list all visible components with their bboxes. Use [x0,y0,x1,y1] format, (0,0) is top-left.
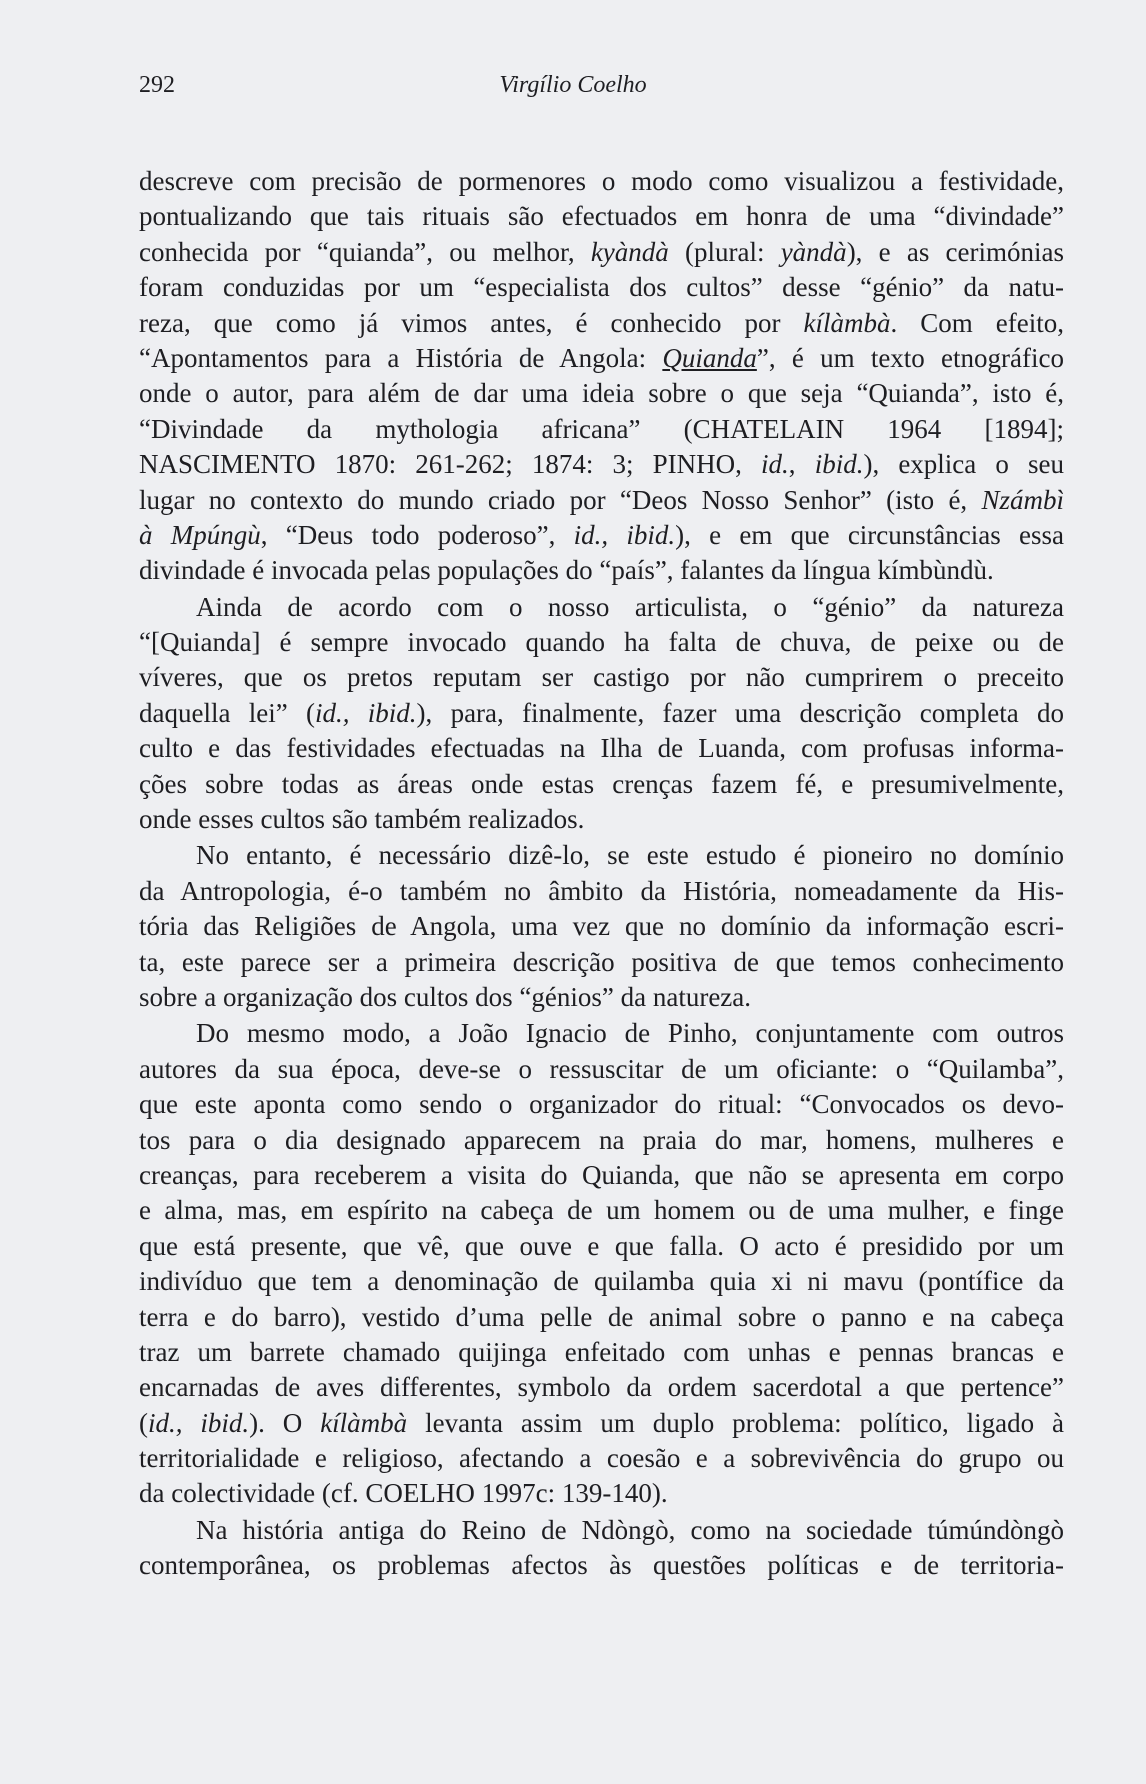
text-segment: e alma, mas, em espírito na cabeça de um homem ou de uma mulher, e finge [139,1195,1064,1226]
text-line [139,660,1064,695]
text-segment: tos para o dia designado apparecem na praia do mar, homens, mulheres e [139,1124,1064,1155]
paragraph [139,590,1064,838]
text-segment: contemporânea, os problemas afectos às questões políticas e de territoria- [139,1550,1064,1581]
text-line [139,1300,1064,1335]
text-segment: “Apontamentos para a História de Angola: [139,342,663,373]
text-line [139,1158,1064,1193]
text-line [139,838,1064,873]
text-segment: onde esses cultos são também realizados. [139,804,585,835]
text-segment: da Antropologia, é-o também no âmbito da História, nomeadamente da His- [139,875,1064,906]
paragraph [139,1513,1064,1584]
text-segment: . Com efeito, [890,307,1064,338]
text-line [139,483,1064,518]
text-line [139,1264,1064,1299]
text-segment: No entanto, é necessário dizê-lo, se este estudo é pioneiro no domínio [196,840,1064,871]
text-segment: ), e em que circunstâncias essa [675,519,1064,550]
text-segment: que este aponta como sendo o organizador do ritual: “Convocados os devo- [139,1089,1064,1120]
text-line [139,518,1064,553]
running-title: Virgílio Coelho [499,72,647,98]
text-segment: Ainda de acordo com o nosso articulista, o “génio” da natureza [196,591,1064,622]
text-line [139,270,1064,305]
page-number: 292 [139,72,175,98]
text-line [139,1229,1064,1264]
text-segment: que está presente, que vê, que ouve e que falla. O acto é presidido por um [139,1230,1064,1261]
text-segment: foram conduzidas por um “especialista dos cultos” desse “génio” da natu- [139,272,1064,303]
italic-text: Nzámbì [981,484,1064,515]
text-line [139,164,1064,199]
text-segment: tória das Religiões de Angola, uma vez que no domínio da informação escri- [139,911,1064,942]
text-line [139,235,1064,270]
text-line [139,1513,1064,1548]
text-segment: daquella lei” ( [139,697,315,728]
text-segment: da colectividade (cf. COELHO 1997c: 139-140). [139,1478,668,1509]
paragraph [139,164,1064,589]
text-segment: NASCIMENTO 1870: 261-262; 1874: 3; PINHO, [139,449,762,480]
text-line [139,447,1064,482]
text-line [139,1406,1064,1441]
text-segment: ções sobre todas as áreas onde estas crenças fazem fé, e presumivelmente, [139,768,1064,799]
text-line [139,412,1064,447]
text-segment: encarnadas de aves differentes, symbolo da ordem sacerdotal a que pertence” [139,1372,1064,1403]
italic-text: yàndà [780,236,847,267]
text-segment: culto e das festividades efectuadas na Ilha de Luanda, com profusas informa- [139,733,1064,764]
text-line [139,1123,1064,1158]
text-line [139,590,1064,625]
text-segment: ( [139,1407,148,1438]
text-line [139,696,1064,731]
text-segment: Na história antiga do Reino de Ndòngò, como na sociedade túmúndòngò [196,1514,1064,1545]
text-line [139,341,1064,376]
text-segment: ”, é um texto etnográfico [756,342,1064,373]
text-segment: conhecida por “quianda”, ou melhor, [139,236,591,267]
text-line [139,802,1064,837]
text-line [139,376,1064,411]
text-segment: , [788,449,815,480]
text-line [139,1335,1064,1370]
text-segment: lugar no contexto do mundo criado por “Deos Nosso Senhor” (isto é, [139,484,982,515]
text-line [139,909,1064,944]
text-line [139,1087,1064,1122]
text-segment: sobre a organização dos cultos dos “génios” da natureza. [139,981,752,1012]
text-segment: levanta assim um duplo problema: político, ligado à [407,1407,1064,1438]
text-line [139,980,1064,1015]
text-line [139,625,1064,660]
text-line [139,1476,1064,1511]
text-line [139,306,1064,341]
italic-text: id., ibid. [148,1407,250,1438]
text-segment: territorialidade e religioso, afectando a coesão e a sobrevivência do grupo ou [139,1443,1064,1474]
italic-text: id. [761,449,789,480]
text-line [139,945,1064,980]
text-line [139,1016,1064,1051]
text-line [139,1193,1064,1228]
text-line [139,1052,1064,1087]
italic-text: id., ibid. [573,519,676,550]
italic-text: ibid. [814,449,864,480]
text-segment: reza, que como já vimos antes, é conhecido por [139,307,804,338]
body-text [139,164,1064,1584]
text-segment: ta, este parece ser a primeira descrição positiva de que temos conhecimento [139,946,1064,977]
italic-text: kílàmbà [803,307,891,338]
paragraph [139,838,1064,1015]
italic-text: kyàndà [590,236,669,267]
text-segment: “Divindade da mythologia africana” (CHATELAIN 1964 [1894]; [139,413,1064,444]
text-line [139,1370,1064,1405]
text-line [139,553,1064,588]
text-line [139,199,1064,234]
text-segment: indivíduo que tem a denominação de quilamba quia xi ni mavu (pontífice da [139,1266,1064,1297]
text-segment: pontualizando que tais rituais são efectuados em honra de uma “divindade” [139,201,1064,232]
text-segment: ). O [249,1407,321,1438]
text-line [139,1548,1064,1583]
text-segment: Do mesmo modo, a João Ignacio de Pinho, conjuntamente com outros [196,1018,1064,1049]
italic-text: kílàmbà [320,1407,408,1438]
text-segment: “[Quianda] é sempre invocado quando ha falta de chuva, de peixe ou de [139,627,1064,658]
text-segment: víveres, que os pretos reputam ser castigo por não cumprirem o preceito [139,662,1064,693]
text-segment: onde o autor, para além de dar uma ideia sobre o que seja “Quianda”, isto é, [139,378,1064,409]
text-segment: ), e as cerimónias [846,236,1064,267]
paragraph [139,1016,1064,1511]
text-segment: terra e do barro), vestido d’uma pelle de animal sobre o panno e na cabeça [139,1301,1064,1332]
text-segment: ), para, finalmente, fazer uma descrição completa do [416,697,1064,728]
text-segment: divindade é invocada pelas populações do “país”, falantes da língua kímbùndù. [139,555,994,586]
text-segment: , “Deus todo poderoso”, [260,519,574,550]
italic-text: à Mpúngù [139,519,261,550]
text-segment: (plural: [668,236,781,267]
text-line [139,874,1064,909]
italic-text: id., ibid. [315,697,417,728]
text-line [139,731,1064,766]
text-segment: descreve com precisão de pormenores o modo como visualizou a festividade, [139,166,1064,196]
text-segment: autores da sua época, deve-se o ressuscitar de um oficiante: o “Quilamba”, [139,1053,1064,1084]
text-line [139,767,1064,802]
text-segment: ), explica o seu [863,449,1065,480]
text-line [139,1441,1064,1476]
italic-text: Quianda [662,342,757,373]
text-segment: traz um barrete chamado quijinga enfeitado com unhas e pennas brancas e [139,1336,1064,1367]
text-segment: creanças, para receberem a visita do Quianda, que não se apresenta em corpo [139,1159,1064,1190]
